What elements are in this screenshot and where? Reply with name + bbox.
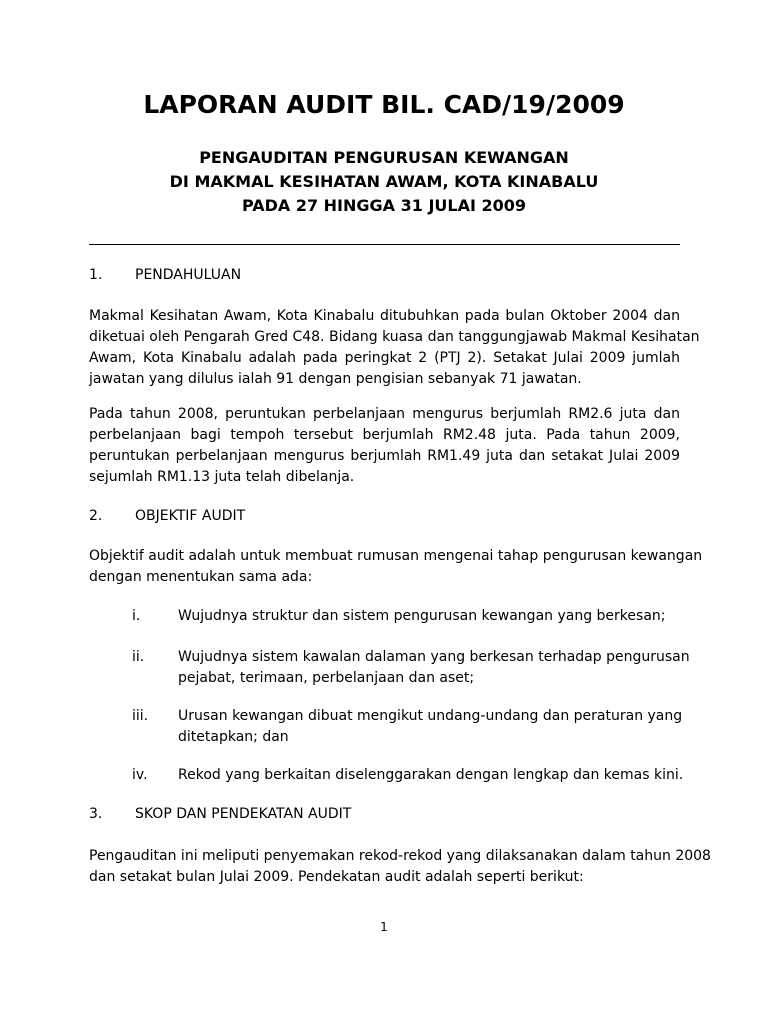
item-numeral: iv. — [132, 767, 148, 783]
item-line: pejabat, terimaan, perbelanjaan dan aset; — [178, 670, 475, 686]
paragraph-line: sejumlah RM1.13 juta telah dibelanja. — [89, 469, 355, 485]
page-number: 1 — [380, 920, 388, 934]
report-title: LAPORAN AUDIT BIL. CAD/19/2009 — [143, 90, 625, 119]
subtitle-line-2: DI MAKMAL KESIHATAN AWAM, KOTA KINABALU — [169, 172, 599, 191]
section-2-paragraph-1 — [89, 546, 703, 588]
section-number: 3. — [89, 806, 103, 822]
paragraph-line: Pengauditan ini meliputi penyemakan rekod-rekod yang dilaksanakan dalam tahun 2008 — [89, 848, 711, 864]
paragraph-line: dan setakat bulan Julai 2009. Pendekatan audit adalah seperti berikut: — [89, 869, 584, 885]
item-line: ditetapkan; dan — [178, 729, 289, 745]
title-divider — [89, 244, 680, 245]
paragraph-line: diketuai oleh Pengarah Gred C48. Bidang kuasa dan tanggungjawab Makmal Kesihatan — [89, 329, 700, 345]
section-title: PENDAHULUAN — [135, 267, 242, 283]
subtitle-line-3: PADA 27 HINGGA 31 JULAI 2009 — [241, 196, 527, 215]
item-numeral: iii. — [132, 708, 149, 724]
paragraph-line: Awam, Kota Kinabalu adalah pada peringkat 2 (PTJ 2). Setakat Julai 2009 jumlah — [89, 350, 680, 366]
paragraph-line: peruntukan perbelanjaan mengurus berjumlah RM1.49 juta dan setakat Julai 2009 — [89, 448, 680, 464]
paragraph-line: Objektif audit adalah untuk membuat rumusan mengenai tahap pengurusan kewangan — [89, 548, 703, 564]
section-1-paragraph-1 — [89, 306, 700, 390]
paragraph-line: jawatan yang dilulus ialah 91 dengan pengisian sebanyak 71 jawatan. — [89, 371, 582, 387]
item-numeral: i. — [132, 608, 141, 624]
paragraph-line: Pada tahun 2008, peruntukan perbelanjaan mengurus berjumlah RM2.6 juta dan — [89, 406, 680, 422]
item-line: Urusan kewangan dibuat mengikut undang-undang dan peraturan yang — [178, 708, 683, 724]
section-3-paragraph-1 — [89, 846, 711, 888]
subtitle-line-1: PENGAUDITAN PENGURUSAN KEWANGAN — [199, 148, 569, 167]
section-1-paragraph-2 — [89, 404, 680, 488]
paragraph-line: perbelanjaan bagi tempoh tersebut berjumlah RM2.48 juta. Pada tahun 2009, — [89, 427, 680, 443]
section-number: 1. — [89, 267, 103, 283]
item-line: Rekod yang berkaitan diselenggarakan dengan lengkap dan kemas kini. — [178, 767, 684, 783]
item-line: Wujudnya struktur dan sistem pengurusan kewangan yang berkesan; — [178, 608, 666, 624]
item-line: Wujudnya sistem kawalan dalaman yang berkesan terhadap pengurusan — [178, 649, 690, 665]
section-number: 2. — [89, 508, 103, 524]
section-title: SKOP DAN PENDEKATAN AUDIT — [135, 806, 352, 822]
item-numeral: ii. — [132, 649, 145, 665]
paragraph-line: Makmal Kesihatan Awam, Kota Kinabalu ditubuhkan pada bulan Oktober 2004 dan — [89, 308, 680, 324]
paragraph-line: dengan menentukan sama ada: — [89, 569, 313, 585]
section-title: OBJEKTIF AUDIT — [135, 508, 246, 524]
